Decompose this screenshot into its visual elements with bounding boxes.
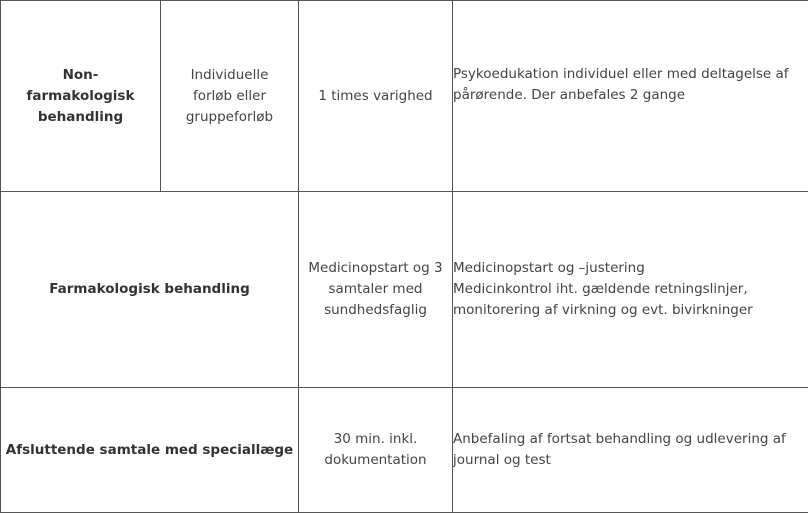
row-heading: Afsluttende samtale med speciallæge [1, 388, 299, 513]
description-cell: Psykoedukation individuel eller med deltagelse af pårørende. Der anbefales 2 gange [453, 1, 808, 192]
table-row [1, 1, 808, 192]
table-row [1, 388, 808, 513]
treatment-form-cell: Individuelle forløb eller gruppeforløb [161, 1, 299, 192]
row-heading: Farmakologisk behandling [1, 192, 299, 388]
row-heading: Non-farmakologisk behandling [1, 1, 161, 192]
duration-cell: Medicinopstart og 3 samtaler med sundhedsfaglig [299, 192, 453, 388]
description-line: Medicinkontrol iht. gældende retningslinjer, monitorering af virkning og evt. bivirkninger [453, 279, 808, 321]
duration-cell: 1 times varighed [299, 1, 453, 192]
description-cell [453, 192, 808, 388]
table-row [1, 192, 808, 388]
duration-cell: 30 min. inkl. dokumentation [299, 388, 453, 513]
description-line: Medicinopstart og –justering [453, 258, 808, 279]
description-cell: Anbefaling af fortsat behandling og udlevering af journal og test [453, 388, 808, 513]
